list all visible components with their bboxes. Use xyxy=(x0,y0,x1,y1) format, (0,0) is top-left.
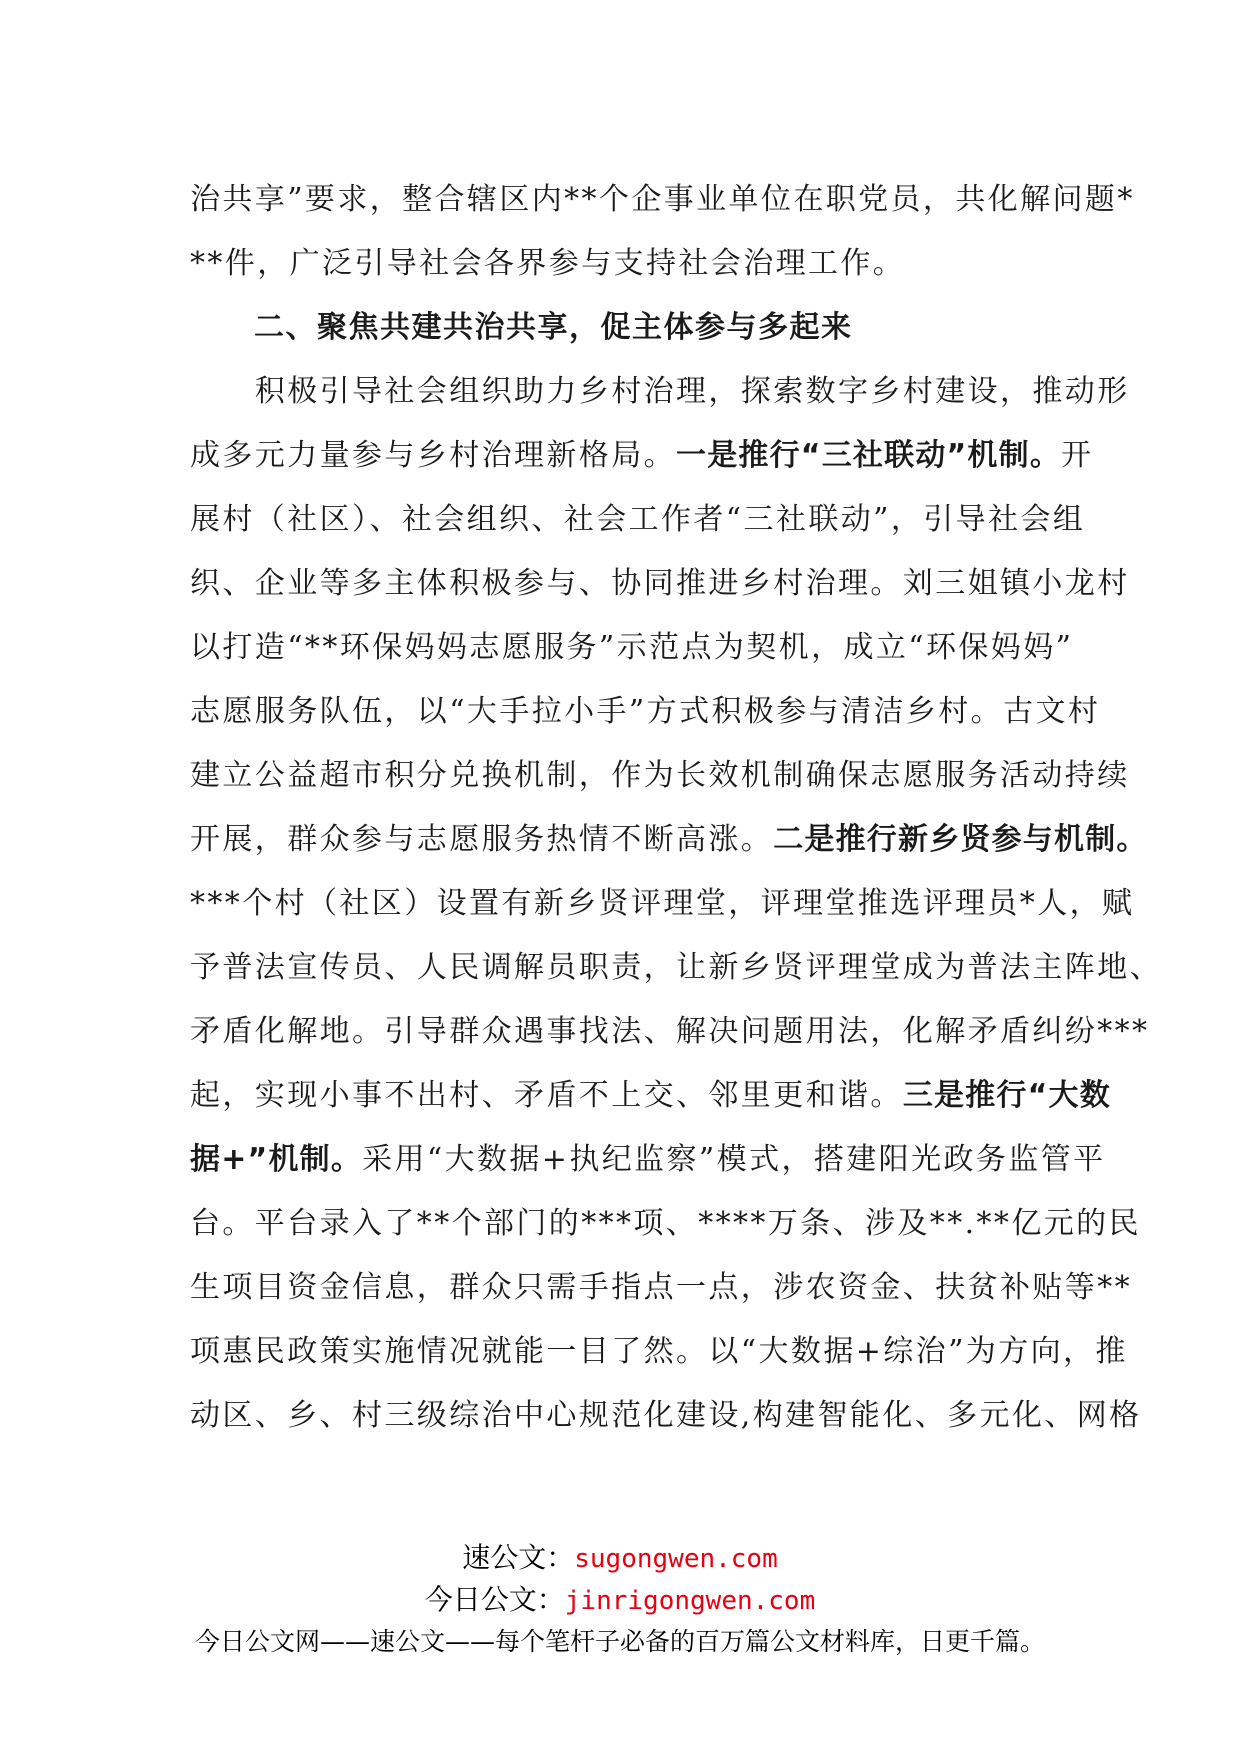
text-line xyxy=(190,872,1135,936)
document-body xyxy=(190,168,1162,1448)
text-line xyxy=(190,552,1130,616)
text-line xyxy=(190,1320,1128,1384)
text-run: 项惠民政策实施情况就能一目了然。以“大数据+综治”为方向，推 xyxy=(190,1334,1128,1369)
text-line xyxy=(190,1256,1132,1320)
text-line xyxy=(190,936,1162,1000)
text-run: 采用“大数据+执纪监察”模式，搭建阳光政务监管平 xyxy=(362,1142,1106,1177)
footer-sugongwen-label: 速公文： xyxy=(462,1541,575,1574)
text-line xyxy=(190,616,1074,680)
text-line xyxy=(190,1384,1142,1448)
text-run: 志愿服务队伍，以“大手拉小手”方式积极参与清洁乡村。古文村 xyxy=(190,694,1101,729)
text-run: 起，实现小事不出村、矛盾不上交、邻里更和谐。 xyxy=(190,1078,903,1113)
text-line xyxy=(190,1064,1111,1128)
text-run: 积极引导社会组织助力乡村治理，探索数字乡村建设，推动形 xyxy=(190,374,1130,409)
text-run: 开 xyxy=(1061,438,1094,473)
text-line xyxy=(190,488,1086,552)
text-run: 建立公益超市积分兑换机制，作为长效机制确保志愿服务活动持续 xyxy=(190,758,1130,793)
bold-phrase: 三是推行“大数 xyxy=(902,1078,1111,1113)
text-run: **件，广泛引导社会各界参与支持社会治理工作。 xyxy=(190,246,906,281)
text-run: ***个村（社区）设置有新乡贤评理堂，评理堂推选评理员*人，赋 xyxy=(190,886,1135,921)
text-run: 生项目资金信息，群众只需手指点一点，涉农资金、扶贫补贴等** xyxy=(190,1270,1132,1305)
footer-slogan: 今日公文网——速公文——每个笔杆子必备的百万篇公文材料库，日更千篇。 xyxy=(194,1627,1045,1656)
section-heading: 二、聚焦共建共治共享，促主体参与多起来 xyxy=(254,310,853,345)
bold-phrase: 二是推行新乡贤参与机制。 xyxy=(773,822,1148,857)
footer-sugongwen xyxy=(0,1538,1240,1579)
text-run: 展村（社区）、社会组织、社会工作者“三社联动”，引导社会组 xyxy=(190,502,1086,537)
footer-sugongwen-link[interactable]: sugongwen.com xyxy=(574,1544,778,1574)
text-run: 予普法宣传员、人民调解员职责，让新乡贤评理堂成为普法主阵地、 xyxy=(190,950,1162,985)
text-run: 以打造“**环保妈妈志愿服务”示范点为契机，成立“环保妈妈” xyxy=(190,630,1074,665)
footer-jinrigongwen xyxy=(0,1580,1240,1621)
text-line xyxy=(190,1128,1106,1192)
text-line xyxy=(190,744,1130,808)
text-line xyxy=(190,424,1094,488)
text-line xyxy=(190,808,1148,872)
text-line xyxy=(190,1000,1150,1064)
footer-jinrigongwen-label: 今日公文： xyxy=(424,1583,565,1616)
text-run: 织、企业等多主体积极参与、协同推进乡村治理。刘三姐镇小龙村 xyxy=(190,566,1130,601)
text-line xyxy=(190,168,1135,232)
text-line xyxy=(190,680,1101,744)
bold-phrase: 据+”机制。 xyxy=(190,1142,363,1177)
text-line xyxy=(190,1192,1141,1256)
text-run: 治共享”要求，整合辖区内**个企事业单位在职党员，共化解问题* xyxy=(190,182,1135,217)
text-line xyxy=(190,232,1050,296)
text-run: 台。平台录入了**个部门的***项、****万条、涉及**.**亿元的民 xyxy=(190,1206,1141,1241)
text-run: 成多元力量参与乡村治理新格局。 xyxy=(190,438,676,473)
text-run: 动区、乡、村三级综治中心规范化建设,构建智能化、多元化、网格 xyxy=(190,1398,1142,1433)
bold-phrase: 一是推行“三社联动”机制。 xyxy=(676,438,1062,473)
text-line xyxy=(190,360,1130,424)
footer-jinrigongwen-link[interactable]: jinrigongwen.com xyxy=(564,1586,816,1616)
text-run: 开展，群众参与志愿服务热情不断高涨。 xyxy=(190,822,774,857)
text-run: 矛盾化解地。引导群众遇事找法、解决问题用法，化解矛盾纠纷*** xyxy=(190,1014,1150,1049)
